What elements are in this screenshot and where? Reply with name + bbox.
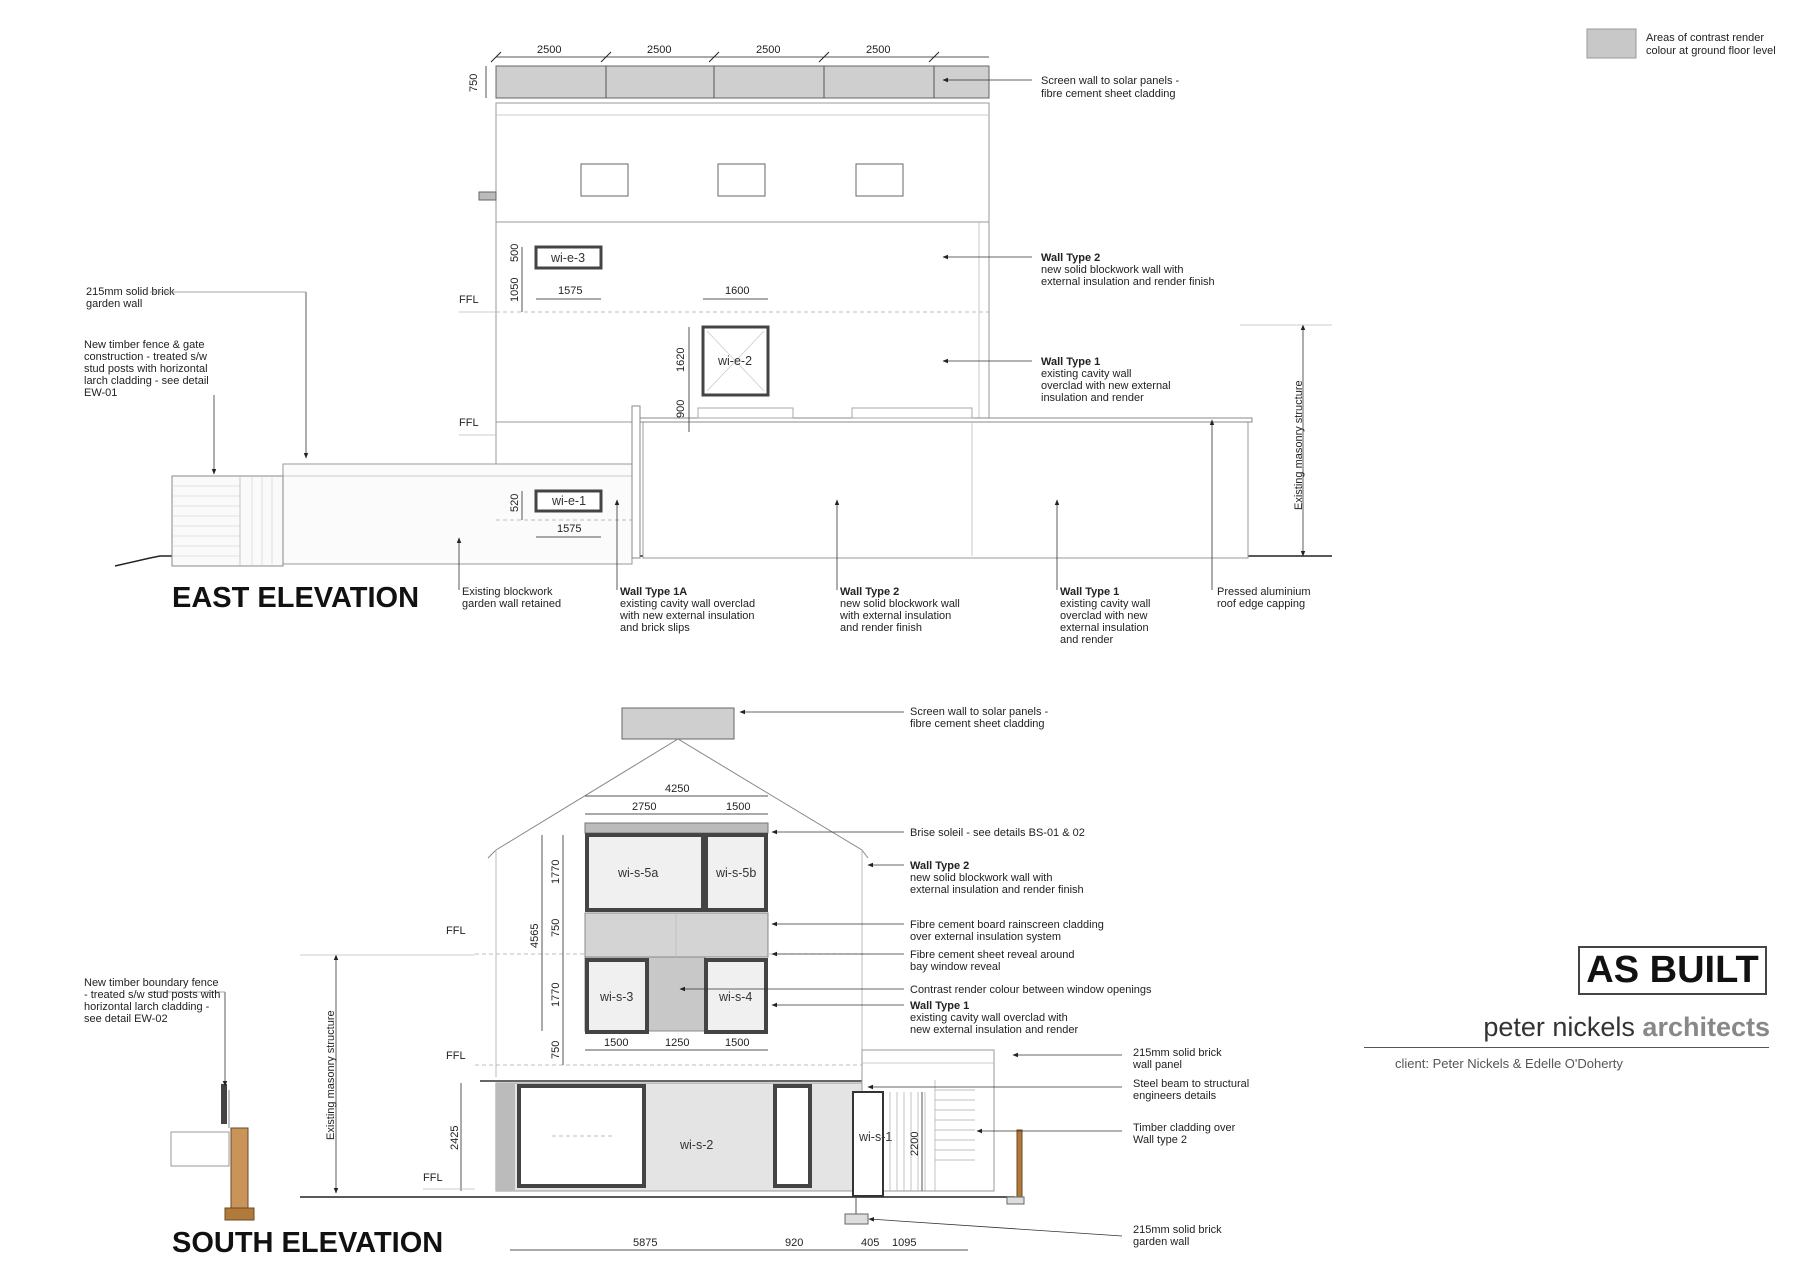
east-note-wt1-3: insulation and render	[1041, 392, 1144, 404]
east-note-screen-wall-2: fibre cement sheet cladding	[1041, 88, 1176, 100]
dim-south-1500b: 1500	[604, 1037, 629, 1049]
dim-east-2500-3: 2500	[756, 44, 781, 56]
dim-east-2500-1: 2500	[537, 44, 562, 56]
east-timber-fence	[172, 476, 283, 566]
dim-south-920: 920	[785, 1237, 804, 1249]
south-ffl-2: FFL	[446, 1050, 466, 1062]
east-note-brick-garden-1: 215mm solid brick	[86, 286, 175, 298]
dim-south-750b: 750	[550, 1040, 562, 1059]
south-note-brick-panel-2: wall panel	[1133, 1059, 1182, 1071]
dim-east-2500-4: 2500	[866, 44, 891, 56]
firm-name-main: peter nickels	[1483, 1012, 1635, 1042]
south-note-fence-1: New timber boundary fence	[84, 977, 219, 989]
south-note-wt2-title: Wall Type 2	[910, 860, 970, 872]
dim-east-750: 750	[468, 73, 480, 92]
east-note-wt2-title: Wall Type 2	[1041, 252, 1101, 264]
south-note-wt2-1: new solid blockwork wall with	[910, 872, 1053, 884]
dim-south-1095: 1095	[892, 1237, 917, 1249]
east-note-capping-2: roof edge capping	[1217, 598, 1306, 610]
south-note-wt1-title: Wall Type 1	[910, 1000, 970, 1012]
east-note-capping-1: Pressed aluminium	[1217, 586, 1311, 598]
south-note-fence-4: see detail EW-02	[84, 1013, 168, 1025]
east-note-brick-garden-2: garden wall	[86, 298, 143, 310]
south-note-brick-garden-1: 215mm solid brick	[1133, 1224, 1222, 1236]
dim-south-1770a: 1770	[550, 859, 562, 884]
south-note-wt2-2: external insulation and render finish	[910, 884, 1084, 896]
south-note-fibre-board-2: over external insulation system	[910, 931, 1062, 943]
window-label-wi-s-5a: wi-s-5a	[618, 866, 659, 880]
east-note-fence-4: larch cladding - see detail	[84, 375, 209, 387]
dim-east-1050: 1050	[509, 277, 521, 302]
south-note-screen-wall-1: Screen wall to solar panels -	[910, 706, 1049, 718]
east-note-fence-3: stud posts with horizontal	[84, 363, 208, 375]
east-note-b-wt1-1: existing cavity wall	[1060, 598, 1151, 610]
dim-south-2425: 2425	[449, 1125, 461, 1150]
dim-south-1500a: 1500	[726, 801, 751, 813]
east-note-wt1a-2: with new external insulation	[620, 610, 755, 622]
east-note-b-wt2-2: with external insulation	[840, 610, 952, 622]
window-label-wi-e-1: wi-e-1	[552, 494, 587, 508]
east-single-storey-right	[643, 421, 1248, 558]
dim-east-520: 520	[509, 493, 521, 512]
south-note-brise: Brise soleil - see details BS-01 & 02	[910, 827, 1085, 839]
south-solar-screen	[622, 708, 734, 739]
window-label-wi-e-3: wi-e-3	[551, 251, 586, 265]
window-label-wi-s-5b: wi-s-5b	[716, 866, 757, 880]
east-note-b-wt1-4: and render	[1060, 634, 1114, 646]
south-brick-pier	[231, 1128, 248, 1216]
south-brise-soleil	[585, 823, 768, 833]
east-note-fence-1: New timber fence & gate	[84, 339, 205, 351]
legend-swatch	[1587, 29, 1636, 58]
south-ffl-1: FFL	[446, 925, 466, 937]
client-line: client: Peter Nickels & Edelle O'Doherty	[1395, 1056, 1623, 1071]
east-note-b-wt2-3: and render finish	[840, 622, 922, 634]
as-built-stamp: AS BUILT	[1578, 946, 1767, 995]
east-ffl-1: FFL	[459, 294, 479, 306]
east-note-retained-1: Existing blockwork	[462, 586, 553, 598]
east-gable-rear	[496, 422, 633, 464]
dim-south-750a: 750	[550, 918, 562, 937]
south-note-fence-2: - treated s/w stud posts with	[84, 989, 221, 1001]
south-elevation	[84, 706, 1249, 1259]
south-note-fibre-sheet-2: bay window reveal	[910, 961, 1001, 973]
dim-east-1575a: 1575	[558, 285, 583, 297]
dim-east-2500-2: 2500	[647, 44, 672, 56]
east-note-b-wt2-1: new solid blockwork wall	[840, 598, 960, 610]
south-door-wi-s-1	[853, 1092, 883, 1196]
south-note-brick-garden-2: garden wall	[1133, 1236, 1190, 1248]
dim-south-1770b: 1770	[550, 982, 562, 1007]
dim-south-4565: 4565	[529, 923, 541, 948]
dim-south-405: 405	[861, 1237, 880, 1249]
firm-name	[1360, 1012, 1770, 1043]
window-label-wi-e-2: wi-e-2	[718, 354, 753, 368]
south-existing-masonry: Existing masonry structure	[325, 1010, 337, 1140]
south-note-wt1-1: existing cavity wall overclad with	[910, 1012, 1068, 1024]
south-note-brick-panel-1: 215mm solid brick	[1133, 1047, 1222, 1059]
south-note-wt1-2: new external insulation and render	[910, 1024, 1079, 1036]
east-note-fence-2: construction - treated s/w	[84, 351, 207, 363]
south-note-fibre-sheet-1: Fibre cement sheet reveal around	[910, 949, 1075, 961]
dim-east-1575b: 1575	[557, 523, 582, 535]
east-upper-storey	[496, 103, 989, 222]
east-note-b-wt1-3: external insulation	[1060, 622, 1149, 634]
south-note-timber-1: Timber cladding over	[1133, 1122, 1236, 1134]
south-elevation-title: SOUTH ELEVATION	[172, 1227, 444, 1259]
south-note-fence-3: horizontal larch cladding -	[84, 1001, 210, 1013]
window-label-wi-s-2: wi-s-2	[680, 1138, 714, 1152]
window-label-wi-s-4: wi-s-4	[719, 990, 753, 1004]
east-note-wt1-2: overclad with new external	[1041, 380, 1171, 392]
title-block-rule	[1364, 1047, 1769, 1048]
east-note-wt1a-title: Wall Type 1A	[620, 586, 688, 598]
east-note-b-wt2-title: Wall Type 2	[840, 586, 900, 598]
south-note-timber-2: Wall type 2	[1133, 1134, 1188, 1146]
east-note-fence-5: EW-01	[84, 387, 118, 399]
south-note-screen-wall-2: fibre cement sheet cladding	[910, 718, 1045, 730]
legend-text-1: Areas of contrast render	[1646, 32, 1765, 44]
window-label-wi-s-3: wi-s-3	[600, 990, 634, 1004]
south-note-fibre-board-1: Fibre cement board rainscreen cladding	[910, 919, 1104, 931]
dim-east-1600: 1600	[725, 285, 750, 297]
east-note-wt2-2: external insulation and render finish	[1041, 276, 1215, 288]
east-note-wt2-1: new solid blockwork wall with	[1041, 264, 1184, 276]
east-note-wt1-1: existing cavity wall	[1041, 368, 1132, 380]
east-note-b-wt1-2: overclad with new	[1060, 610, 1148, 622]
south-note-contrast: Contrast render colour between window openings	[910, 984, 1152, 996]
east-note-wt1a-1: existing cavity wall overclad	[620, 598, 756, 610]
window-wi-s-2-door	[775, 1086, 810, 1186]
dim-east-900: 900	[675, 399, 687, 418]
south-note-steel-beam-2: engineers details	[1133, 1090, 1217, 1102]
east-note-retained-2: garden wall retained	[462, 598, 562, 610]
south-rainscreen	[585, 913, 768, 957]
dim-east-1620: 1620	[675, 347, 687, 372]
east-existing-masonry: Existing masonry structure	[1293, 380, 1305, 510]
dim-south-5875: 5875	[633, 1237, 658, 1249]
south-ffl-3: FFL	[423, 1172, 443, 1184]
dim-south-2750: 2750	[632, 801, 657, 813]
east-note-wt1-title: Wall Type 1	[1041, 356, 1101, 368]
south-note-steel-beam-1: Steel beam to structural	[1133, 1078, 1250, 1090]
legend-text-2: colour at ground floor level	[1646, 45, 1776, 57]
east-note-screen-wall-1: Screen wall to solar panels -	[1041, 75, 1180, 87]
east-single-storey-left	[283, 464, 632, 564]
dim-south-1500c: 1500	[725, 1037, 750, 1049]
east-ffl-2: FFL	[459, 417, 479, 429]
east-elevation-title: EAST ELEVATION	[172, 582, 420, 614]
dim-south-2200: 2200	[909, 1131, 921, 1156]
dim-south-4250: 4250	[665, 783, 690, 795]
window-label-wi-s-1: wi-s-1	[859, 1130, 893, 1144]
east-elevation	[84, 44, 1332, 646]
east-note-b-wt1-title: Wall Type 1	[1060, 586, 1120, 598]
east-note-wt1a-3: and brick slips	[620, 622, 690, 634]
firm-name-accent: architects	[1642, 1012, 1770, 1042]
dim-east-500: 500	[509, 243, 521, 262]
east-solar-screen	[496, 66, 989, 98]
dim-south-1250: 1250	[665, 1037, 690, 1049]
